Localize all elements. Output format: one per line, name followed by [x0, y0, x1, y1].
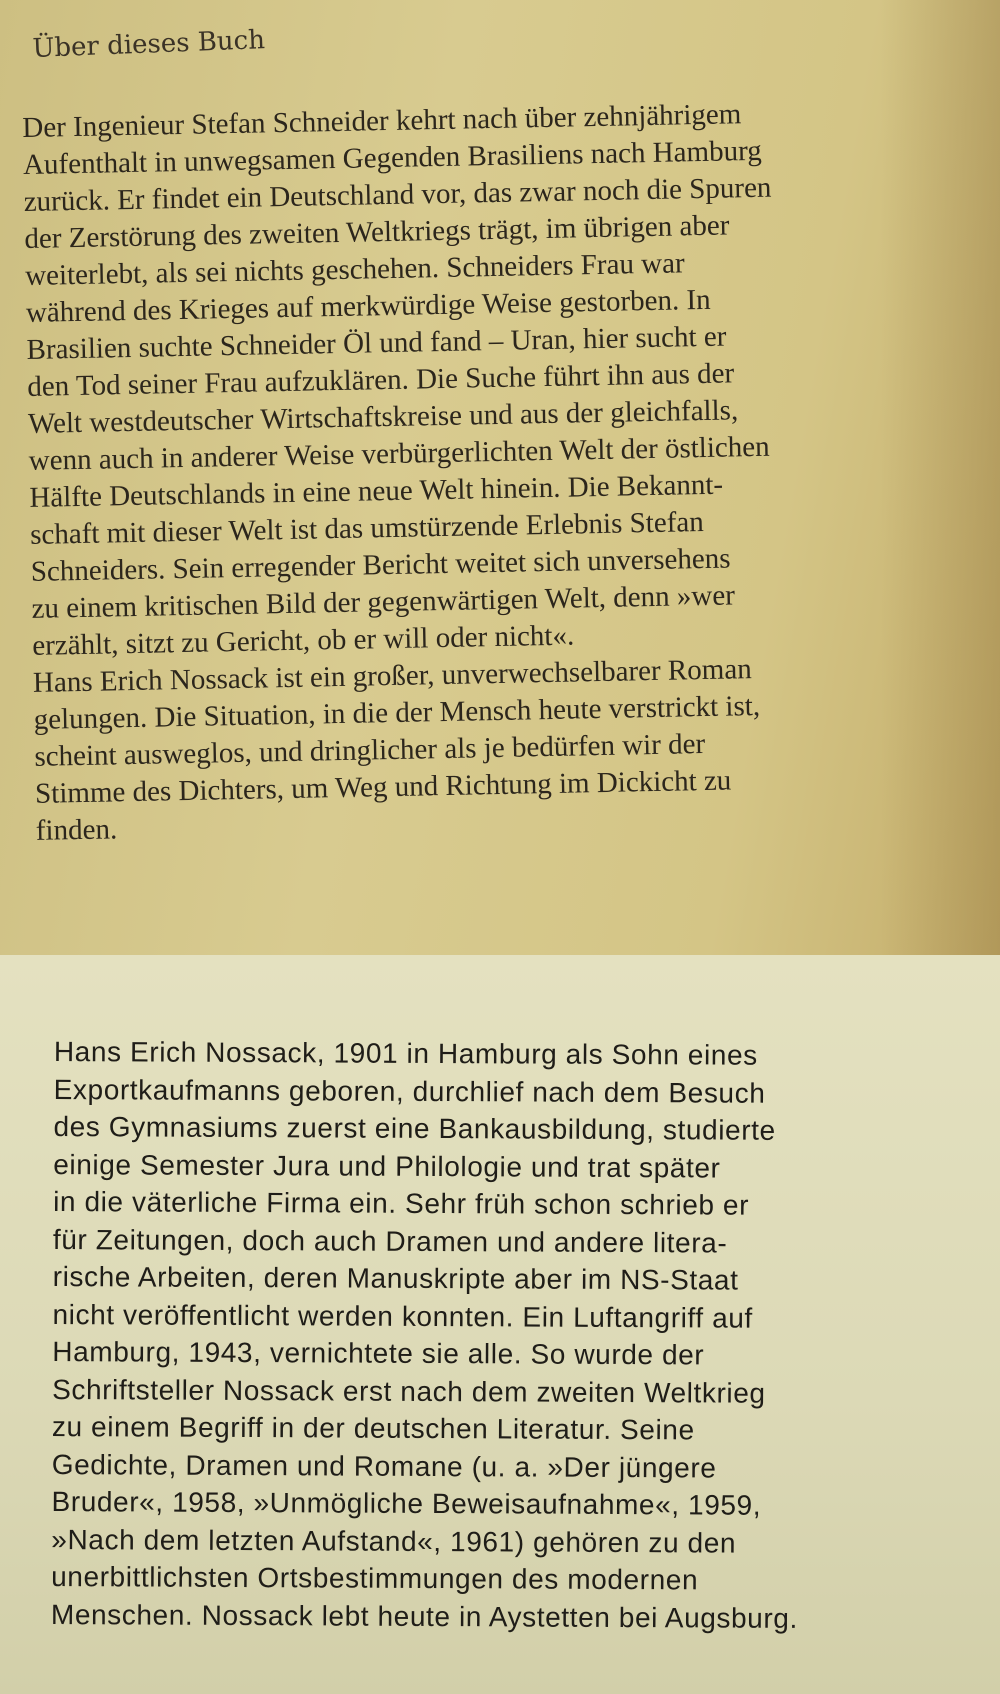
- page-heading: Über dieses Buch: [32, 25, 266, 64]
- text-line: Der Ingenieur Stefan Schneider kehrt nach über zehnjährigem: [22, 98, 742, 144]
- text-line: scheint ausweglos, und dringlicher als je bedürfen wir der: [34, 728, 706, 773]
- text-line: Schriftsteller Nossack erst nach dem zweiten Weltkrieg: [52, 1373, 766, 1409]
- text-line: einige Semester Jura und Philologie und trat später: [53, 1148, 721, 1183]
- text-line: nicht veröffentlicht werden konnten. Ein Luftangriff auf: [52, 1298, 753, 1334]
- text-line: der Zerstörung des zweiten Weltkriegs trägt, im übrigen aber: [24, 209, 730, 255]
- text-line: zu einem kritischen Bild der gegenwärtigen Welt, denn »wer: [31, 579, 736, 625]
- author-bio-page: [0, 955, 1000, 1694]
- text-line: erzählt, sitzt zu Gericht, ob er will oder nicht«.: [31, 619, 575, 662]
- text-line: Stimme des Dichters, um Weg und Richtung im Dickicht zu: [34, 764, 732, 810]
- text-line: weiterlebt, als sei nichts geschehen. Schneiders Frau war: [24, 247, 685, 292]
- text-line: Hans Erich Nossack, 1901 in Hamburg als Sohn eines: [53, 1036, 758, 1071]
- text-line: schaft mit dieser Welt ist das umstürzende Erlebnis Stefan: [29, 505, 704, 551]
- text-line: finden.: [35, 813, 118, 847]
- book-description-text: [22, 93, 936, 850]
- text-line: Hans Erich Nossack ist ein großer, unverwechselbarer Roman: [32, 653, 752, 699]
- text-line: des Gymnasiums zuerst eine Bankausbildung, studierte: [53, 1110, 776, 1146]
- text-line: Gedichte, Dramen und Romane (u. a. »Der jüngere: [51, 1448, 717, 1483]
- text-line: gelungen. Die Situation, in die der Mensch heute verstrickt ist,: [33, 689, 761, 736]
- text-line: Bruder«, 1958, »Unmögliche Beweisaufnahme«, 1959,: [51, 1485, 762, 1521]
- text-line: rische Arbeiten, deren Manuskripte aber im NS-Staat: [52, 1260, 739, 1296]
- text-line: in die väterliche Firma ein. Sehr früh schon schrieb er: [53, 1185, 750, 1221]
- text-line: Welt westdeutscher Wirtschaftskreise und aus der gleichfalls,: [27, 394, 739, 440]
- text-line: zu einem Begriff in der deutschen Literatur. Seine: [51, 1410, 695, 1446]
- text-line: »Nach dem letzten Aufstand«, 1961) gehören zu den: [51, 1523, 737, 1559]
- text-line: Menschen. Nossack lebt heute in Aystetten bei Augsburg.: [50, 1598, 798, 1634]
- text-line: Schneiders. Sein erregender Bericht weitet sich unversehens: [30, 542, 731, 588]
- text-line: Hamburg, 1943, vernichtete sie alle. So wurde der: [52, 1335, 705, 1371]
- author-bio-text: [51, 1033, 974, 1638]
- text-line: Exportkaufmanns geboren, durchlief nach dem Besuch: [53, 1073, 766, 1109]
- text-line: Aufenthalt in unwegsamen Gegenden Brasiliens nach Hamburg: [22, 134, 762, 181]
- text-line: Brasilien suchte Schneider Öl und fand – Uran, hier sucht er: [26, 320, 727, 366]
- text-line: Hälfte Deutschlands in eine neue Welt hinein. Die Bekannt-: [29, 468, 724, 514]
- text-line: zurück. Er findet ein Deutschland vor, das zwar noch die Spuren: [23, 171, 772, 218]
- text-line: während des Krieges auf merkwürdige Weise gestorben. In: [25, 283, 711, 329]
- text-line: den Tod seiner Frau aufzuklären. Die Suche führt ihn aus der: [27, 357, 735, 403]
- text-line: unerbittlichsten Ortsbestimmungen des modernen: [51, 1560, 699, 1596]
- text-line: wenn auch in anderer Weise verbürgerlichten Welt der östlichen: [28, 430, 770, 477]
- text-line: für Zeitungen, doch auch Dramen und andere litera-: [52, 1223, 728, 1259]
